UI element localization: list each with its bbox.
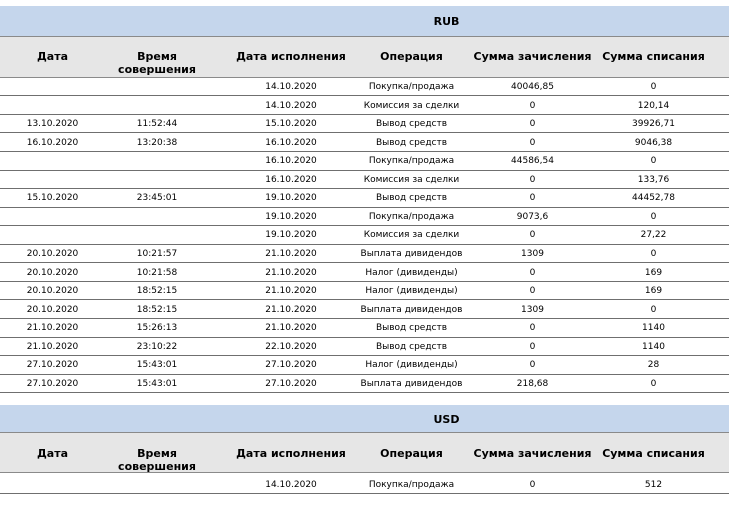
cell-exec-date: 16.10.2020 <box>265 174 317 185</box>
table-row <box>0 355 729 374</box>
cell-debit: 133,76 <box>637 174 670 185</box>
cell-date: 20.10.2020 <box>26 267 79 278</box>
header-credit: Сумма зачисления <box>473 50 592 63</box>
cell-date: 20.10.2020 <box>26 304 79 315</box>
header-exec-date: Дата исполнения <box>236 50 346 63</box>
cell-debit: 28 <box>647 360 660 371</box>
cell-credit: 0 <box>529 360 536 371</box>
header-date: Дата <box>36 50 69 63</box>
cell-debit: 512 <box>644 480 663 490</box>
cell-debit: 169 <box>644 286 663 297</box>
cell-credit: 0 <box>529 193 536 204</box>
cell-exec-date: 22.10.2020 <box>265 341 317 352</box>
cell-credit: 0 <box>529 286 536 297</box>
cell-operation: Вывод средств <box>375 323 448 334</box>
cell-debit: 0 <box>650 211 657 222</box>
cell-debit: 0 <box>650 248 657 259</box>
cell-credit: 0 <box>529 341 536 352</box>
table-header <box>0 432 729 473</box>
table-row <box>0 188 729 207</box>
cell-date: 27.10.2020 <box>26 360 79 371</box>
cell-operation: Комиссия за сделки <box>363 100 460 111</box>
cell-operation: Покупка/продажа <box>368 82 455 92</box>
cell-operation: Налог (дивиденды) <box>365 286 458 297</box>
table-row <box>0 207 729 226</box>
cell-debit: 39926,71 <box>632 119 675 130</box>
cell-exec-date: 21.10.2020 <box>265 286 317 297</box>
cell-credit: 1309 <box>521 248 544 259</box>
header-date: Дата <box>36 447 69 460</box>
cell-date: 27.10.2020 <box>26 378 79 389</box>
cell-time: 13:20:38 <box>136 137 178 148</box>
cell-operation: Налог (дивиденды) <box>365 267 458 278</box>
cell-credit: 0 <box>529 480 536 490</box>
cell-credit: 0 <box>529 174 536 185</box>
cell-date: 20.10.2020 <box>26 248 79 259</box>
cell-time: 10:21:58 <box>136 267 178 278</box>
cell-time: 18:52:15 <box>136 286 178 297</box>
header-time: Время совершения <box>118 50 196 76</box>
cell-operation: Покупка/продажа <box>368 211 455 222</box>
cell-time: 18:52:15 <box>136 304 178 315</box>
table-row <box>0 225 729 244</box>
cell-operation: Покупка/продажа <box>368 480 455 490</box>
header-debit: Сумма списания <box>602 50 705 63</box>
table-row <box>0 77 729 96</box>
table-row <box>0 475 729 494</box>
cell-operation: Комиссия за сделки <box>363 174 460 185</box>
table-row <box>0 114 729 133</box>
cell-debit: 1140 <box>642 323 665 334</box>
cell-exec-date: 16.10.2020 <box>265 137 317 148</box>
table-row <box>0 96 729 115</box>
cell-credit: 44586,54 <box>511 156 554 167</box>
table-row <box>0 263 729 282</box>
cell-operation: Выплата дивидендов <box>360 248 463 259</box>
cell-operation: Налог (дивиденды) <box>365 360 458 371</box>
cell-credit: 9073,6 <box>516 211 549 222</box>
cell-credit: 0 <box>529 119 536 130</box>
table-row <box>0 300 729 319</box>
cell-operation: Вывод средств <box>375 137 448 148</box>
cell-exec-date: 21.10.2020 <box>265 304 317 315</box>
cell-exec-date: 21.10.2020 <box>265 267 317 278</box>
cell-credit: 0 <box>529 230 536 241</box>
cell-exec-date: 21.10.2020 <box>265 323 317 334</box>
cell-credit: 40046,85 <box>511 82 554 92</box>
cell-date: 21.10.2020 <box>26 341 79 352</box>
cell-debit: 44452,78 <box>632 193 675 204</box>
cell-exec-date: 19.10.2020 <box>265 230 317 241</box>
cell-exec-date: 19.10.2020 <box>265 193 317 204</box>
cell-debit: 1140 <box>642 341 665 352</box>
cell-exec-date: 27.10.2020 <box>265 360 317 371</box>
table-header <box>0 36 729 78</box>
cell-debit: 0 <box>650 304 657 315</box>
cell-operation: Вывод средств <box>375 341 448 352</box>
cell-debit: 0 <box>650 82 657 92</box>
table-row <box>0 151 729 170</box>
cell-credit: 218,68 <box>516 378 549 389</box>
header-credit: Сумма зачисления <box>473 447 592 460</box>
cell-time: 15:43:01 <box>136 378 178 389</box>
cell-exec-date: 21.10.2020 <box>265 248 317 259</box>
cell-credit: 0 <box>529 100 536 111</box>
cell-time: 10:21:57 <box>136 248 178 259</box>
table-row <box>0 281 729 300</box>
cell-operation: Комиссия за сделки <box>363 230 460 241</box>
header-operation: Операция <box>380 50 443 63</box>
cell-operation: Вывод средств <box>375 193 448 204</box>
cell-credit: 1309 <box>521 304 544 315</box>
cell-operation: Выплата дивидендов <box>360 304 463 315</box>
cell-exec-date: 19.10.2020 <box>265 211 317 222</box>
cell-time: 11:52:44 <box>136 119 178 130</box>
table-row <box>0 318 729 337</box>
table-row <box>0 244 729 263</box>
cell-exec-date: 27.10.2020 <box>265 378 317 389</box>
cell-time: 15:43:01 <box>136 360 178 371</box>
header-operation: Операция <box>380 447 443 460</box>
cell-debit: 9046,38 <box>634 137 673 148</box>
cell-debit: 0 <box>650 378 657 389</box>
cell-date: 15.10.2020 <box>26 193 79 204</box>
cell-time: 23:45:01 <box>136 193 178 204</box>
currency-title: RUB <box>433 15 460 28</box>
cell-credit: 0 <box>529 267 536 278</box>
header-exec-date: Дата исполнения <box>236 447 346 460</box>
currency-band-rub <box>0 6 729 36</box>
cell-credit: 0 <box>529 323 536 334</box>
cell-credit: 0 <box>529 137 536 148</box>
table-row <box>0 374 729 393</box>
cell-debit: 169 <box>644 267 663 278</box>
cell-date: 20.10.2020 <box>26 286 79 297</box>
cell-debit: 120,14 <box>637 100 670 111</box>
cell-time: 15:26:13 <box>136 323 178 334</box>
cell-exec-date: 14.10.2020 <box>265 100 317 111</box>
cell-exec-date: 15.10.2020 <box>265 119 317 130</box>
cell-exec-date: 16.10.2020 <box>265 156 317 167</box>
table-row <box>0 133 729 152</box>
cell-operation: Вывод средств <box>375 119 448 130</box>
table-row <box>0 337 729 356</box>
header-time: Время совершения <box>118 447 196 473</box>
cell-date: 21.10.2020 <box>26 323 79 334</box>
cell-operation: Покупка/продажа <box>368 156 455 167</box>
currency-title: USD <box>433 413 460 426</box>
cell-time: 23:10:22 <box>136 341 178 352</box>
cell-debit: 27,22 <box>640 230 667 241</box>
cell-operation: Выплата дивидендов <box>360 378 463 389</box>
cell-date: 13.10.2020 <box>26 119 79 130</box>
cell-exec-date: 14.10.2020 <box>265 480 317 490</box>
header-debit: Сумма списания <box>602 447 705 460</box>
cell-exec-date: 14.10.2020 <box>265 82 317 92</box>
cell-debit: 0 <box>650 156 657 167</box>
currency-band-usd <box>0 405 729 432</box>
cell-date: 16.10.2020 <box>26 137 79 148</box>
table-row <box>0 170 729 189</box>
